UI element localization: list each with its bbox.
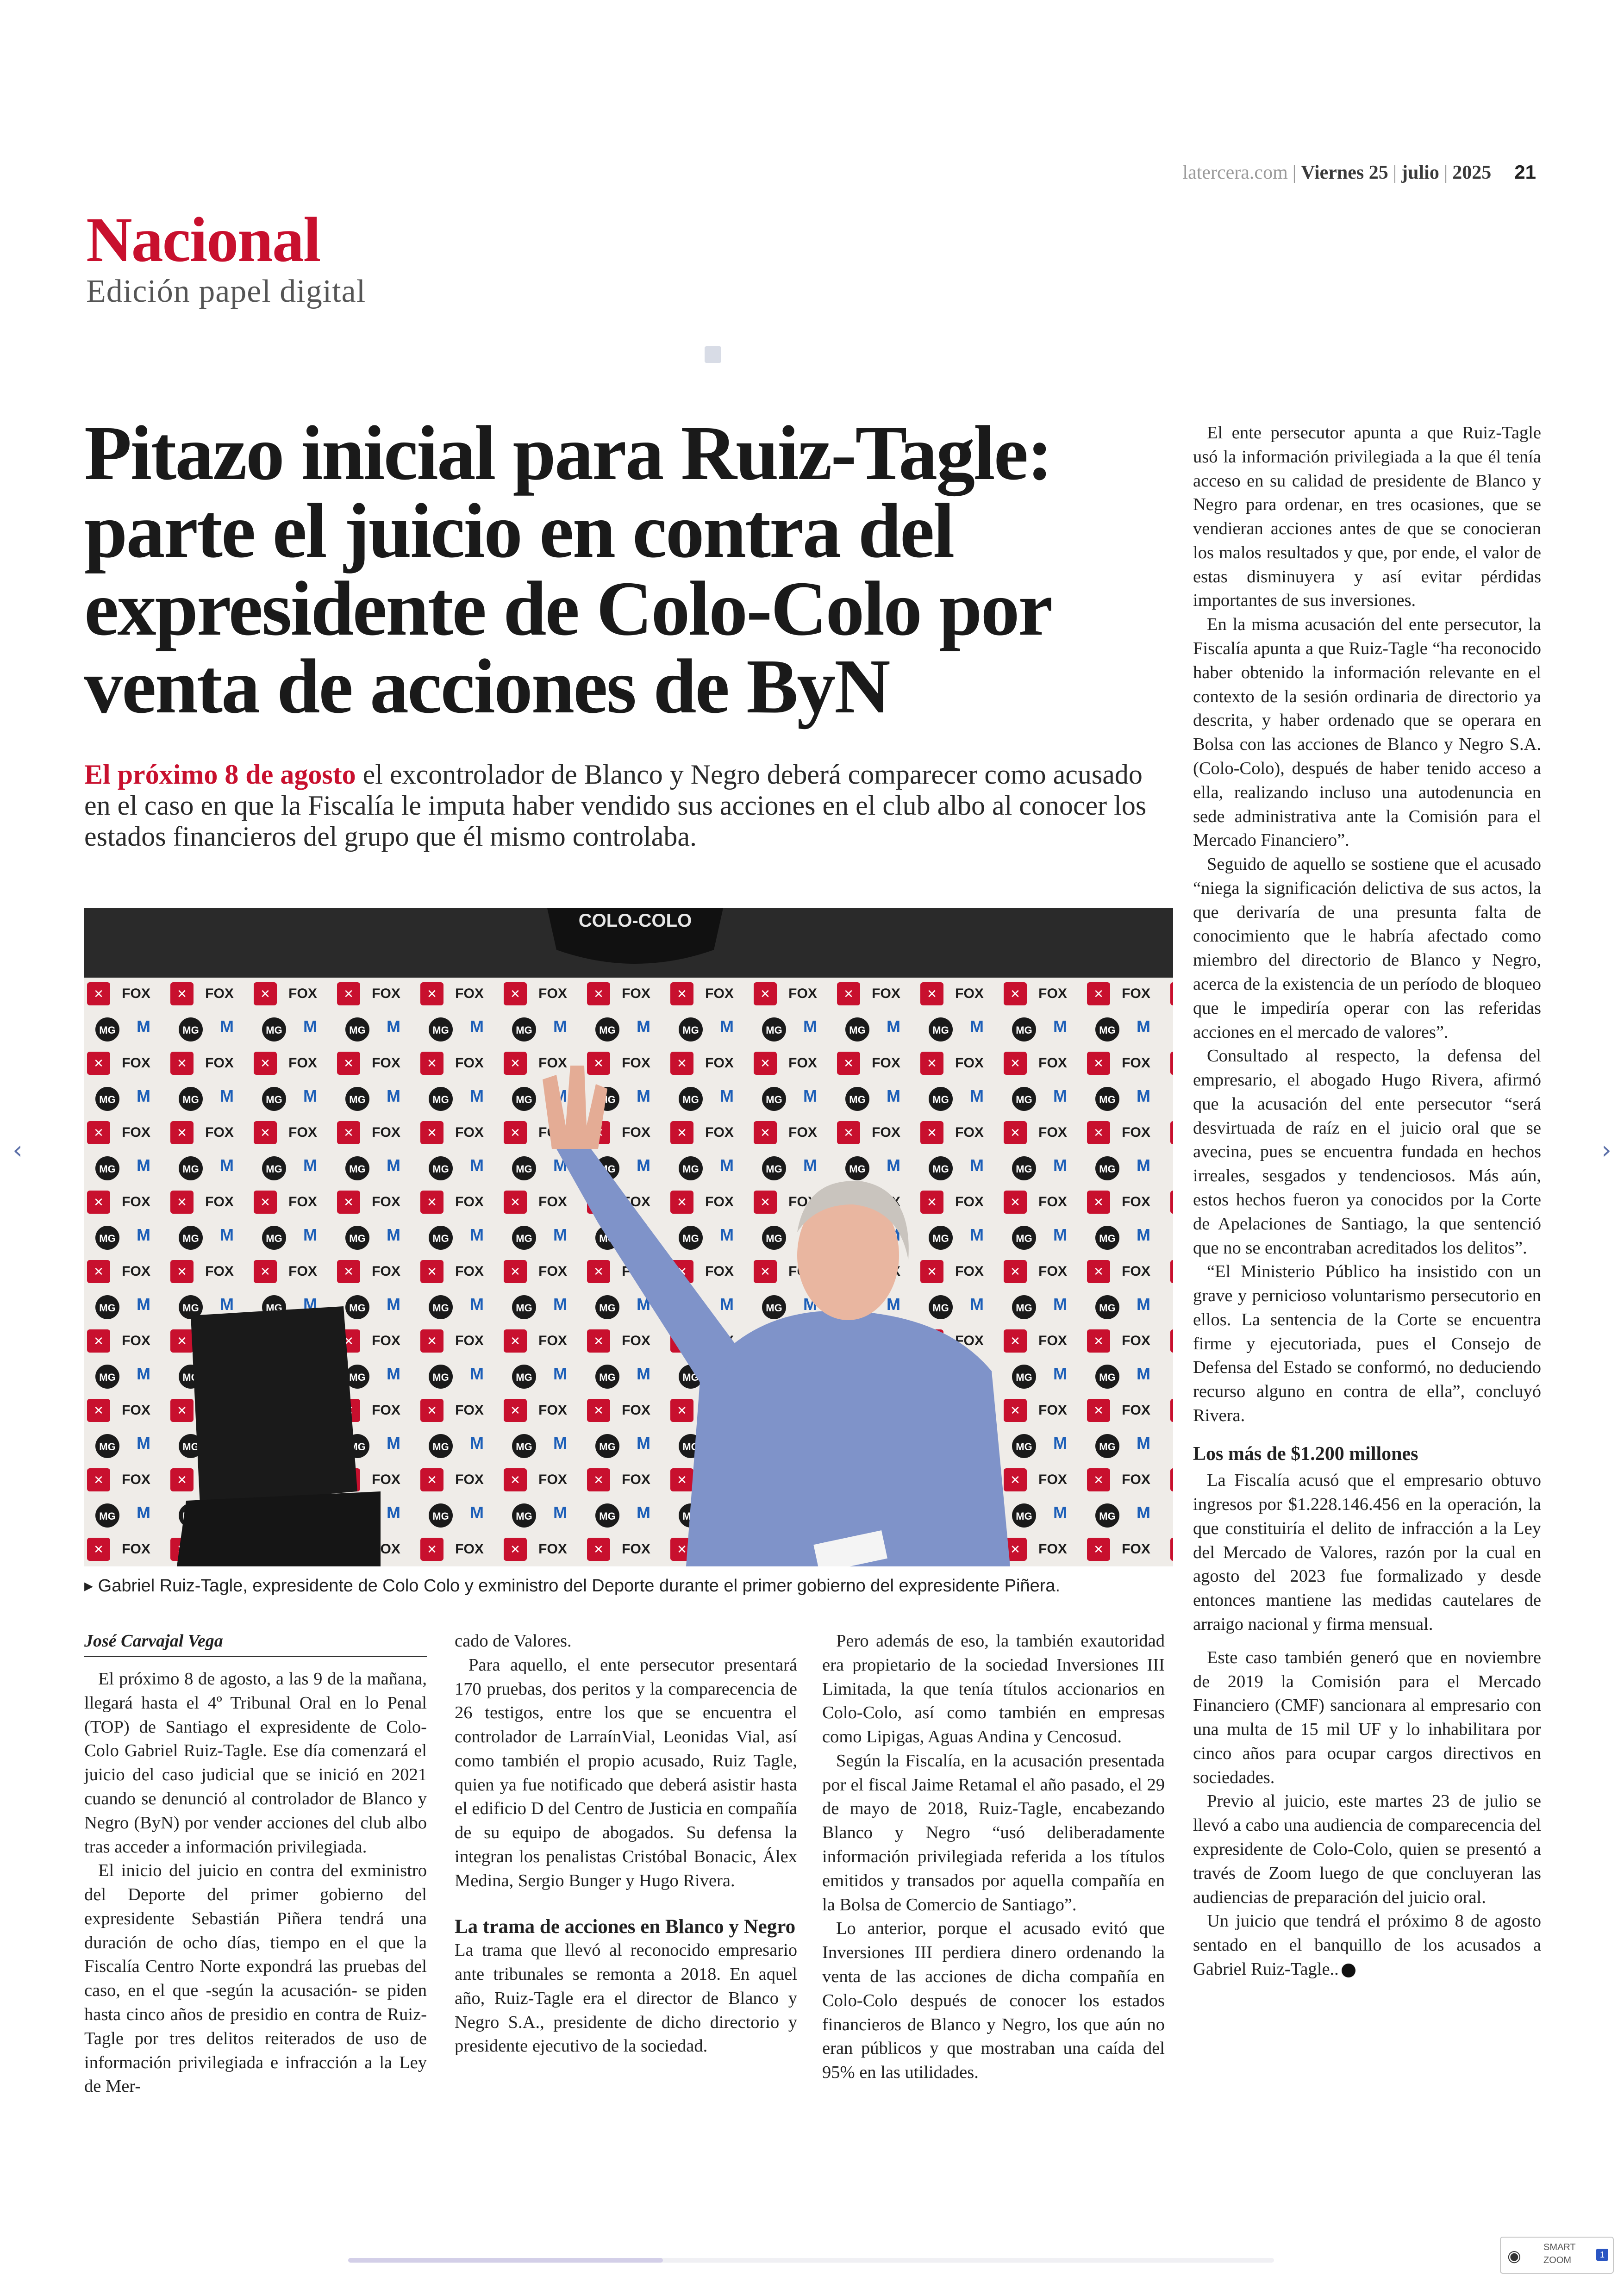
lead-text: el excontrolador de Blanco y Negro deberá comparecer como acusado en el caso en que la Fiscalía le imputa haber vendido sus acciones en el club albo al conocer los estados financieros del grupo que él mismo controlaba. xyxy=(84,759,1147,852)
paragraph: Este caso también generó que en noviembre de 2019 la Comisión para el Mercado Financiero (CMF) sancionara al empresario con una multa de 15 mil UF y lo inhabilitara por cinco años para ocupar cargos directivos en sociedades. xyxy=(1193,1647,1541,1787)
smart-zoom-badge: 1 xyxy=(1596,2249,1608,2261)
next-page-button[interactable] xyxy=(1597,1136,1616,1164)
body-column-2 xyxy=(455,1629,797,2058)
paragraph: Según la Fiscalía, en la acusación presentada por el fiscal Jaime Retamal el año pasado, el 29 de mayo de 2018, Ruiz-Tagle, encabezando Blanco y Negro “usó deliberadamente información privilegiada referida a los títulos emitidos y transados por aquella compañía en la Bolsa de Comercio de Santiago”. xyxy=(822,1751,1165,1915)
paragraph: En la misma acusación del ente persecutor, la Fiscalía apunta a que Ruiz-Tagle “ha reconocido haber obtenido la información relevante en el contexto de la sesión ordinaria de directorio ya descrita, y haber ordenado que se operara en Bolsa con las acciones de Blanco y Negro S.A. (Colo-Colo), después de haber tenido acceso a ella, realizando incluso una autodenuncia en sede administrativa ante la Comisión para el Mercado Financiero”. xyxy=(1193,615,1541,850)
paragraph: cado de Valores. xyxy=(455,1631,572,1651)
section-title: Nacional xyxy=(86,204,320,275)
paragraph: El próximo 8 de agosto, a las 9 de la mañana, llegará hasta el 4º Tribunal Oral en lo Penal (TOP) de Santiago el expresidente de Colo-Colo Gabriel Ruiz-Tagle. Ese día comenzará el juicio del caso judicial que se inició en 2021 cuando se denunció al controlador de Blanco y Negro (ByN) por vender acciones del club albo tras acceder a información privilegiada. xyxy=(84,1669,427,1857)
folio-year: 2025 xyxy=(1452,162,1492,183)
closing-paragraph xyxy=(1193,1909,1541,1981)
right-column xyxy=(1193,421,1541,1982)
photo-banner-text: COLO-COLO xyxy=(578,911,692,931)
previous-page-button[interactable] xyxy=(8,1136,27,1164)
photo-illustration xyxy=(84,908,1173,1566)
body-column-1 xyxy=(84,1629,427,2099)
article-link-icon[interactable] xyxy=(705,346,721,363)
scrollbar-thumb[interactable] xyxy=(348,2258,663,2263)
folio-day: Viernes 25 xyxy=(1301,162,1388,183)
paragraph: Previo al juicio, este martes 23 de julio se llevó a cabo una audiencia de comparecencia del expresidente de Colo-Colo, quien se presentó a través de Zoom luego de que concluyeran las audiencias de preparación del juicio oral. xyxy=(1193,1791,1541,1907)
smart-zoom-button[interactable] xyxy=(1500,2237,1614,2274)
paragraph: El ente persecutor apunta a que Ruiz-Tagle usó la información privilegiada a la que él tenía acceso en su calidad de presidente de Blanco y Negro para ordenar, en tres ocasiones, que se vendieran acciones antes de que se conocieran los malos resultados y que, por ende, el valor de estas disminuyera y así evitar pérdidas importantes de sus inversiones. xyxy=(1193,423,1541,611)
lead-highlight: El próximo 8 de agosto xyxy=(84,759,356,790)
article-lead xyxy=(84,759,1163,853)
paragraph: Pero además de eso, la también exautoridad era propietario de la sociedad Inversiones III Limitada, la que tenía títulos accionarios en Colo-Colo, así como también en empresas como Lipigas, Aguas Andina y Cencosud. xyxy=(822,1631,1165,1747)
article-photo xyxy=(84,908,1173,1566)
site-name: latercera.com xyxy=(1182,162,1288,183)
page-number: 21 xyxy=(1514,161,1536,183)
paragraph: Seguido de aquello se sostiene que el acusado “niega la significación delictiva de sus actos, la que derivaría de una presunta falta de conocimiento que le habría afectado como miembro del directorio de Blanco y Negro, acerca de la existencia de un período de bloqueo que le impediría operar con las referidas acciones en el mercado de valores”. xyxy=(1193,854,1541,1042)
chevron-right-icon: › xyxy=(1601,1135,1612,1165)
chevron-left-icon: ‹ xyxy=(12,1135,23,1165)
page-folio: latercera.com | Viernes 25 | julio | 2025 21 xyxy=(1182,161,1536,183)
smart-zoom-label-1: SMART xyxy=(1543,2242,1576,2252)
paragraph: El inicio del juicio en contra del exministro del Deporte del primer gobierno del expresidente Sebastián Piñera tendrá una duración de ocho días, tiempo en el que la Fiscalía Centro Norte expondrá las pruebas del caso, en el que -según la acusación- se piden hasta cinco años de presidio en contra de Ruiz-Tagle por tres delitos reiterados de uso de información privilegiada e infracción a la Ley de Mer- xyxy=(84,1861,427,2096)
folio-month: julio xyxy=(1401,162,1439,183)
page-scrollbar[interactable] xyxy=(348,2258,1274,2263)
article-headline: Pitazo inicial para Ruiz-Tagle: parte el juicio en contra del expresidente de Colo-Colo por venta de acciones de ByN xyxy=(84,410,1052,730)
photo-caption: ▸ Gabriel Ruiz-Tagle, expresidente de Colo Colo y exministro del Deporte durante el primer gobierno del expresidente Piñera. xyxy=(84,1576,1061,1596)
paragraph: La trama que llevó al reconocido empresario ante tribunales se remonta a 2018. En aquel año, Ruiz-Tagle era el director de Blanco y Negro S.A., presidente de dicho directorio y presidente ejecutivo de la sociedad. xyxy=(455,1940,797,2056)
paragraph: Consultado al respecto, la defensa del empresario, el abogado Hugo Rivera, afirmó que la acusación del ente persecutor “será desvirtuada de raíz en el juicio oral que se avecina, pues se encuentra fundada en hechos irreales, sesgados y tendenciosos. Más aún, estos hechos fueron ya conocidos por la Corte de Apelaciones de Santiago, la que sentenció que no se encontraban acreditados los delitos”. xyxy=(1193,1046,1541,1258)
end-mark-icon xyxy=(1342,1964,1355,1977)
paragraph: Para aquello, el ente persecutor presentará 170 pruebas, dos peritos y la comparecencia de 26 testigos, entre los que se encuentra el controlador de LarraínVial, Leonidas Vial, así como también el propio acusado, Ruiz Tagle, quien ya fue notificado que deberá asistir hasta el edificio D del Centro de Justicia en compañía de su equipo de abogados. Su defensa la integran los penalistas Cristóbal Bonacic, Álex Medina, Sergio Bunger y Hugo Rivera. xyxy=(455,1655,797,1890)
paragraph: Lo anterior, porque el acusado evitó que Inversiones III perdiera dinero ordenando la venta de las acciones de dicha compañía en Colo-Colo después de conocer los estados financieros de Blanco y Negro, los que aún no eran públicos y que mostraban una caída del 95% en las utilidades. xyxy=(822,1919,1165,2083)
subheading: La trama de acciones en Blanco y Negro xyxy=(455,1915,796,1938)
closing-text: Un juicio que tendrá el próximo 8 de agosto sentado en el banquillo de los acusados a Gabriel Ruiz-Tagle.. xyxy=(1193,1911,1541,1979)
body-column-3 xyxy=(822,1629,1165,2085)
paragraph: “El Ministerio Público ha insistido con un grave y pernicioso voluntarismo persecutorio en ellos. La sentencia de la Corte se encuentra firme y ejecutoriada, pues el Consejo de Defensa del Estado se conformó, no deduciendo recurso alguno en contra de ella”, concluyó Rivera. xyxy=(1193,1262,1541,1426)
eye-icon: ◉ xyxy=(1507,2247,1521,2265)
byline: José Carvajal Vega xyxy=(84,1629,427,1657)
edition-label: Edición papel digital xyxy=(86,274,366,309)
paragraph: La Fiscalía acusó que el empresario obtuvo ingresos por $1.228.146.456 en la operación, la que constituiría el delito de infracción a la Ley del Mercado de Valores, razón por la cual en agosto del 2023 fue formalizado y desde entonces mantiene las medidas cautelares de arraigo nacional y firma mensual. xyxy=(1193,1471,1541,1634)
smart-zoom-label-2: ZOOM xyxy=(1543,2255,1571,2265)
subheading: Los más de $1.200 millones xyxy=(1193,1443,1418,1465)
